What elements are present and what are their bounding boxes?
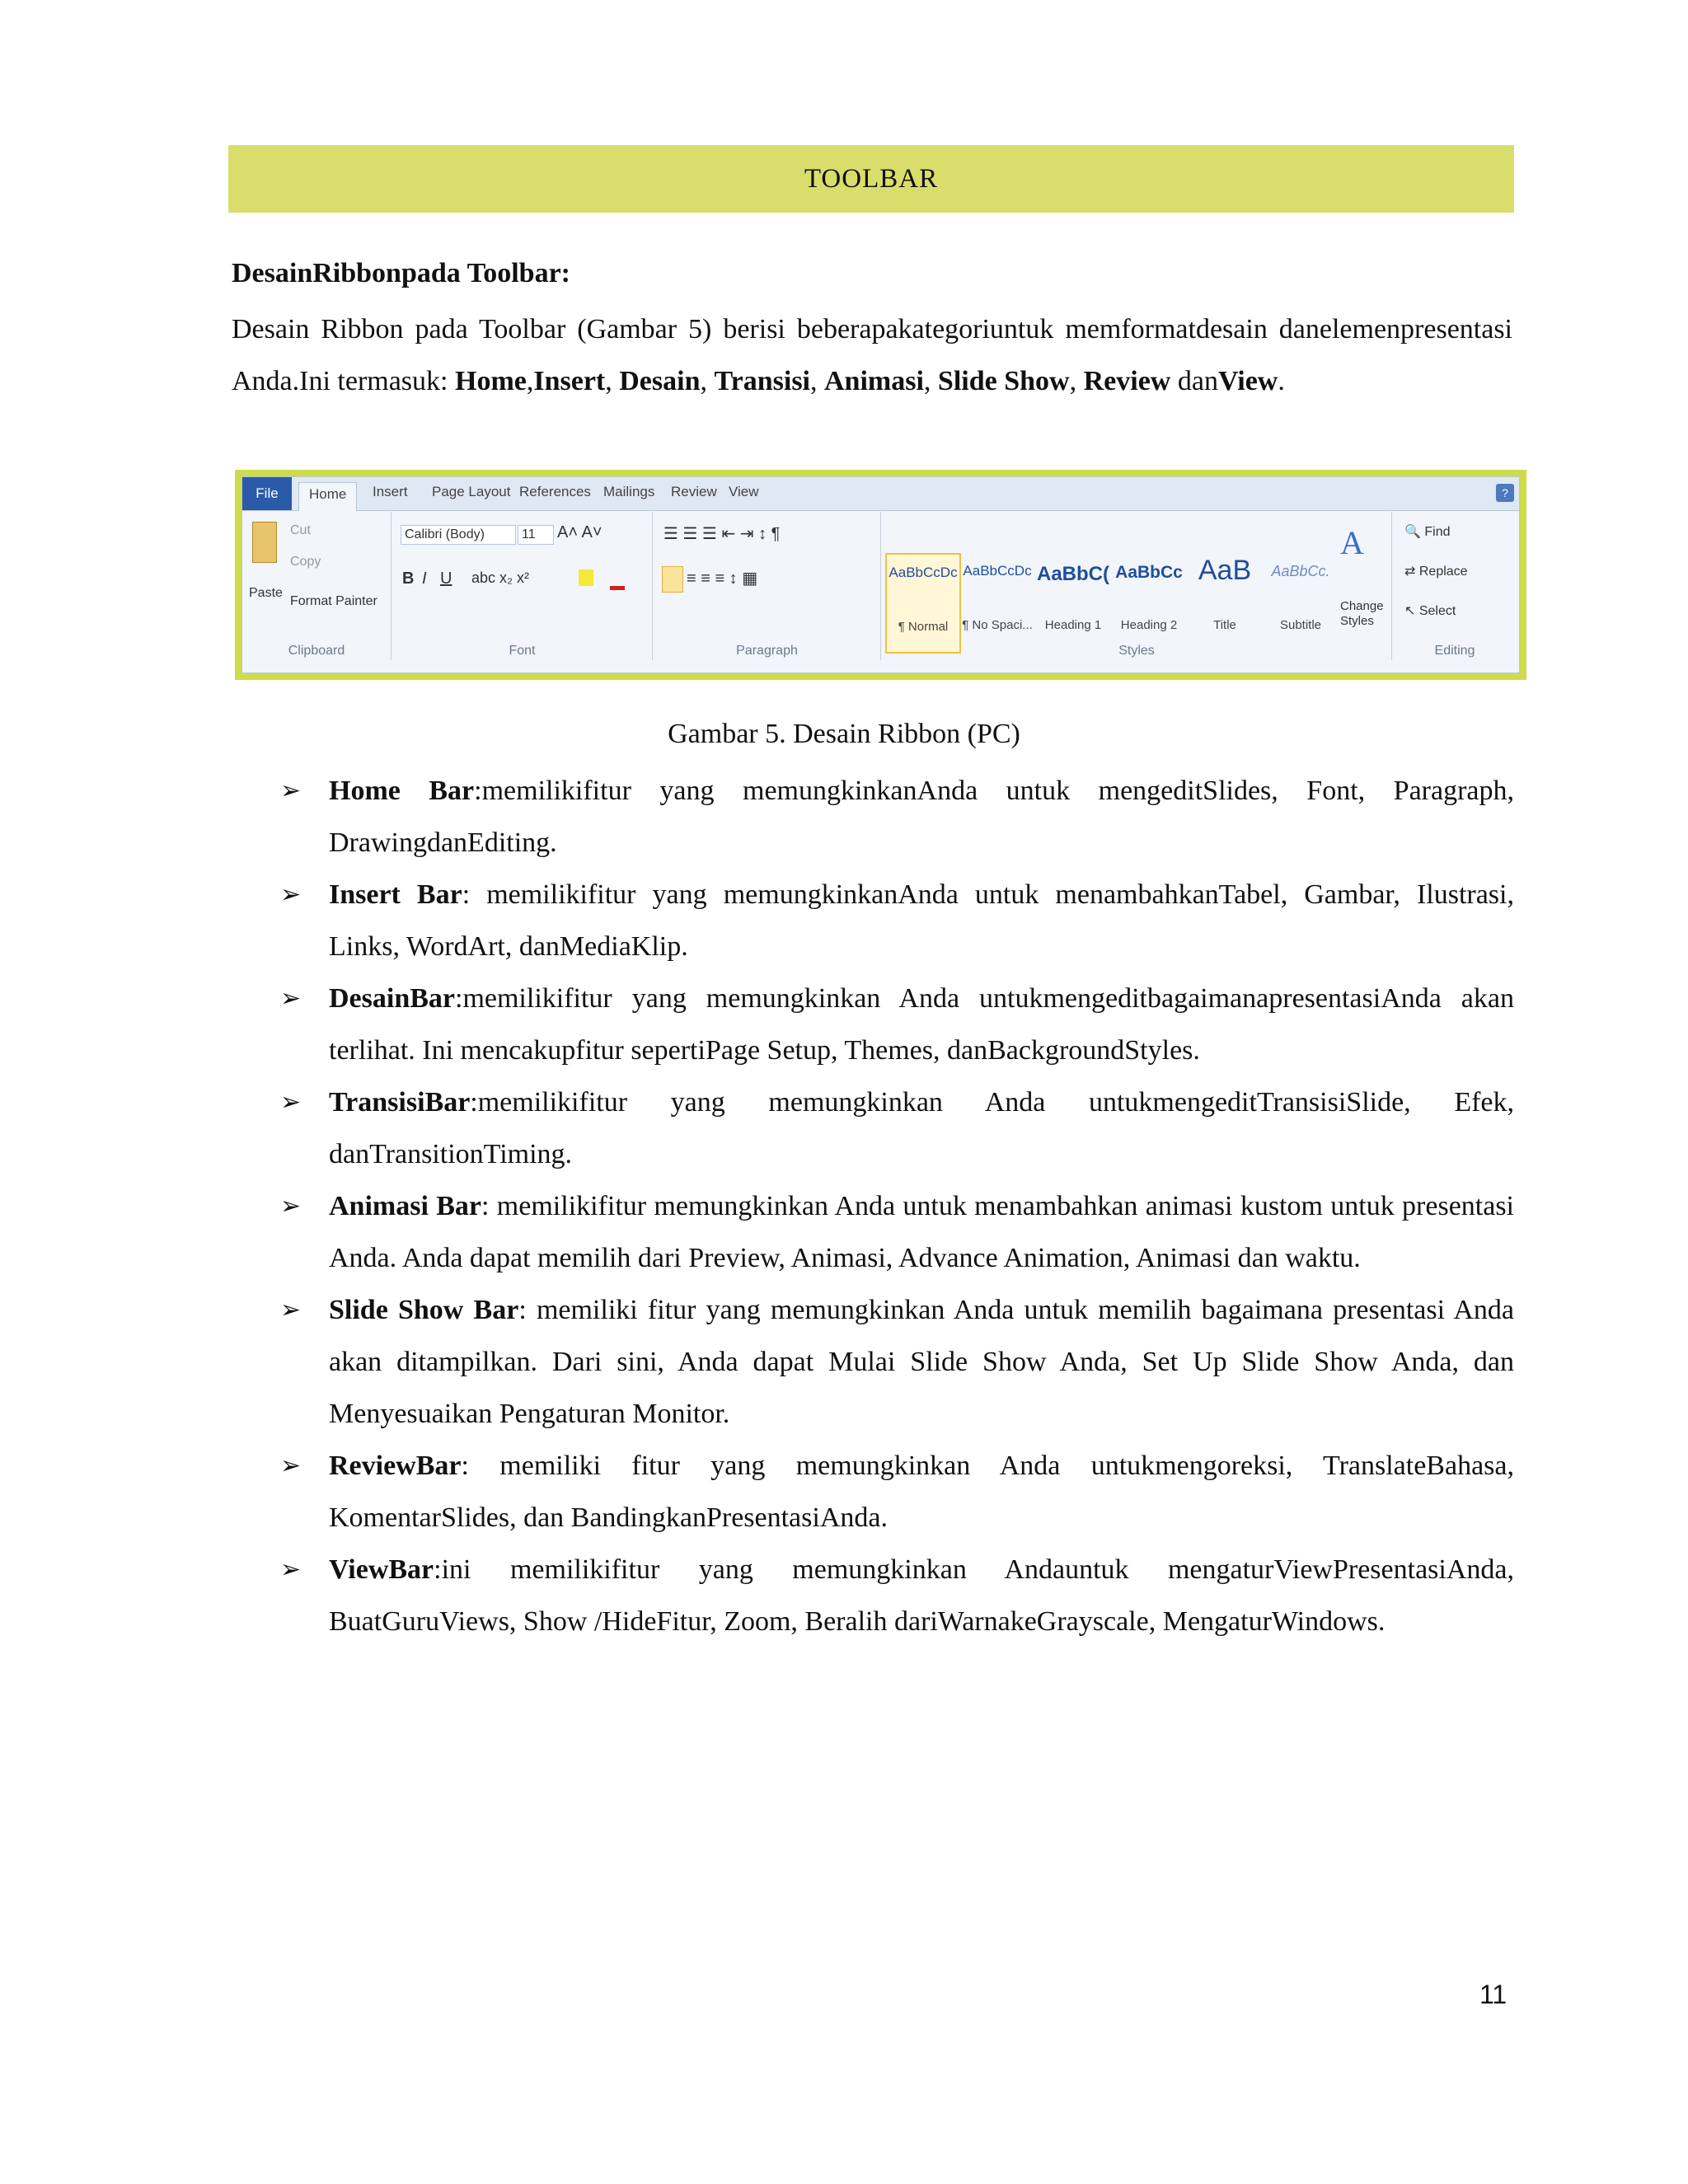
item-text: :memilikifitur yang memungkinkan Anda untukmengeditTransisiSlide, Efek, danTransitionTiming. xyxy=(329,1087,1514,1169)
find-button[interactable] xyxy=(1404,523,1451,540)
item-term: ViewBar xyxy=(329,1554,434,1585)
item-term: DesainBar xyxy=(329,983,455,1014)
item-text: :memilikifitur yang memungkinkan Anda untukmengeditbagaimanapresentasiAnda akan terlihat. Ini mencakupfitur sepertiPage Setup, Themes, danBackgroundStyles. xyxy=(329,983,1514,1066)
intro-transisi: Transisi xyxy=(714,366,810,396)
clipboard-group xyxy=(242,512,392,660)
ribbon-screenshot xyxy=(241,476,1520,673)
help-icon[interactable]: ? xyxy=(1496,484,1514,502)
replace-label: Replace xyxy=(1418,565,1468,579)
font-label: Font xyxy=(509,644,536,658)
font-size-select[interactable]: 11 xyxy=(518,525,554,545)
select-button[interactable] xyxy=(1404,602,1456,619)
select-icon: ↖ xyxy=(1404,604,1416,618)
tab-page-layout[interactable]: Page Layout xyxy=(432,484,511,499)
find-label: Find xyxy=(1424,525,1451,539)
arrow-bullet-icon: ➢ xyxy=(280,880,302,909)
item-text: : memilikifitur memungkinkan Anda untuk menambahkan animasi kustom untuk presentasi Anda. Anda dapat memilih dari Preview, Animasi, Advance Animation, Animasi dan waktu. xyxy=(329,1191,1514,1273)
style-name: ¶ Normal xyxy=(898,620,949,634)
style-no-spacing[interactable] xyxy=(961,553,1034,650)
find-icon: 🔍 xyxy=(1404,525,1421,539)
intro-slideshow: Slide Show xyxy=(937,366,1070,396)
format-painter-button[interactable]: Format Painter xyxy=(290,594,377,608)
styles-label: Styles xyxy=(1118,644,1155,658)
intro-sep: , xyxy=(923,366,938,396)
page-number: 11 xyxy=(1479,1980,1507,2009)
style-name: ¶ No Spaci... xyxy=(962,618,1033,632)
style-sample: AaB xyxy=(1198,555,1252,586)
arrow-bullet-icon: ➢ xyxy=(280,1088,302,1117)
intro-animasi: Animasi xyxy=(824,366,924,396)
ribbon-tab-bar xyxy=(242,477,1519,511)
select-label: Select xyxy=(1418,604,1456,618)
font-group xyxy=(392,512,653,660)
tab-review[interactable]: Review xyxy=(671,484,717,499)
intro-desain: Desain xyxy=(619,366,701,396)
intro-review: Review xyxy=(1083,366,1171,396)
clipboard-label: Clipboard xyxy=(288,644,345,658)
tab-view[interactable]: View xyxy=(729,484,759,499)
style-sample: AaBbCcDc xyxy=(963,563,1032,579)
intro-view: View xyxy=(1217,366,1278,396)
bullets-icon[interactable]: ☰ ☰ ☰ ⇤ ⇥ ↕ ¶ xyxy=(663,525,781,543)
replace-button[interactable] xyxy=(1404,563,1468,579)
arrow-bullet-icon: ➢ xyxy=(280,1555,302,1584)
item-text: : memiliki fitur yang memungkinkan Anda untuk memilih bagaimana presentasi Anda akan ditampilkan. Dari sini, Anda dapat Mulai Slide Show Anda, Set Up Slide Show Anda, dan Menyesuaikan Pengaturan Monitor. xyxy=(329,1295,1514,1429)
tab-insert[interactable]: Insert xyxy=(373,484,408,499)
style-title[interactable] xyxy=(1189,553,1261,650)
font-name-select[interactable]: Calibri (Body) xyxy=(401,525,516,545)
arrow-bullet-icon: ➢ xyxy=(280,1192,302,1221)
item-term: Home Bar xyxy=(329,776,475,806)
section-title-bar xyxy=(228,145,1514,213)
item-text: : memilikifitur yang memungkinkanAnda untuk menambahkanTabel, Gambar, Ilustrasi, Links, WordArt, danMediaKlip. xyxy=(329,879,1514,962)
list-item xyxy=(280,972,1514,1076)
list-item xyxy=(280,869,1514,972)
intro-sep: , xyxy=(1069,366,1084,396)
tab-mailings[interactable]: Mailings xyxy=(603,484,655,499)
style-sample: AaBbCc xyxy=(1115,563,1183,582)
intro-end: . xyxy=(1278,366,1285,396)
arrow-bullet-icon: ➢ xyxy=(280,776,302,805)
paste-icon[interactable] xyxy=(252,522,277,563)
style-heading-1[interactable] xyxy=(1037,553,1109,650)
style-name: Subtitle xyxy=(1279,618,1322,632)
feature-list xyxy=(280,765,1514,1647)
cut-button[interactable]: Cut xyxy=(290,523,311,537)
paragraph-group xyxy=(654,512,881,660)
font-color-icon[interactable] xyxy=(610,569,625,590)
item-term: TransisiBar xyxy=(329,1087,471,1118)
change-styles-button[interactable]: Change Styles xyxy=(1340,599,1384,628)
editing-group xyxy=(1393,512,1517,660)
styles-group xyxy=(882,512,1392,660)
list-item xyxy=(280,1180,1514,1284)
paragraph-label: Paragraph xyxy=(736,644,798,658)
intro-home: Home xyxy=(455,366,527,396)
section-title: TOOLBAR xyxy=(804,163,939,194)
intro-insert: Insert xyxy=(533,366,606,396)
intro-sep: , xyxy=(810,366,824,396)
arrow-bullet-icon: ➢ xyxy=(280,984,302,1013)
style-sample: AaBbC( xyxy=(1037,563,1109,585)
replace-icon: ⇄ xyxy=(1404,565,1416,579)
list-item xyxy=(280,1284,1514,1440)
style-normal[interactable] xyxy=(885,553,961,654)
align-icons[interactable]: ≡ ≡ ≡ ↕ ▦ xyxy=(687,569,758,588)
tab-references[interactable]: References xyxy=(519,484,591,499)
editing-label: Editing xyxy=(1434,644,1475,658)
item-term: Animasi Bar xyxy=(329,1191,482,1221)
arrow-bullet-icon: ➢ xyxy=(280,1451,302,1480)
style-sample: AaBbCcDc xyxy=(889,565,958,580)
tab-file[interactable]: File xyxy=(242,477,292,510)
intro-sep: , xyxy=(700,366,715,396)
bold-icon[interactable]: B xyxy=(402,569,415,588)
item-term: ReviewBar xyxy=(329,1451,462,1481)
copy-button[interactable]: Copy xyxy=(290,555,321,569)
italic-icon[interactable]: I xyxy=(422,569,427,588)
style-name: Heading 1 xyxy=(1044,618,1102,632)
grow-font-icon[interactable]: A˄ A˅ xyxy=(557,523,603,541)
tab-home[interactable]: Home xyxy=(298,482,357,511)
intro-paragraph xyxy=(232,303,1512,407)
figure-caption: Gambar 5. Desain Ribbon (PC) xyxy=(668,719,1020,749)
change-styles-icon[interactable]: A xyxy=(1340,524,1364,561)
underline-icon[interactable]: U xyxy=(440,569,452,588)
strikethrough-icon[interactable]: abc x₂ x² xyxy=(471,569,530,586)
intro-text: Desain Ribbon pada Toolbar (Gambar 5) berisi beberapakategoriuntuk memformatdesain danelemenpresentasi Anda.Ini termasuk: xyxy=(232,314,1512,396)
section-heading: DesainRibbonpada Toolbar: xyxy=(232,258,570,288)
list-item xyxy=(280,1440,1514,1544)
style-name: Heading 2 xyxy=(1120,618,1178,632)
intro-sep: , xyxy=(605,366,620,396)
intro-dan: dan xyxy=(1170,366,1218,396)
arrow-bullet-icon: ➢ xyxy=(280,1296,302,1324)
item-text: : memiliki fitur yang memungkinkan Anda untukmengoreksi, TranslateBahasa, KomentarSlides, dan BandingkanPresentasiAnda. xyxy=(329,1451,1514,1533)
list-item xyxy=(280,1544,1514,1647)
ribbon-figure xyxy=(235,470,1526,680)
style-sample: AaBbCc. xyxy=(1271,563,1330,579)
highlight-icon[interactable] xyxy=(579,569,593,586)
item-term: Slide Show Bar xyxy=(329,1295,519,1325)
item-term: Insert Bar xyxy=(329,879,462,910)
style-subtitle[interactable] xyxy=(1264,553,1337,650)
list-item xyxy=(280,1076,1514,1180)
intro-sep: , xyxy=(526,366,534,396)
item-text: :memilikifitur yang memungkinkanAnda untuk mengeditSlides, Font, Paragraph, DrawingdanEditing. xyxy=(329,776,1514,858)
style-heading-2[interactable] xyxy=(1113,553,1185,650)
align-left-icon[interactable] xyxy=(662,566,683,593)
paste-button[interactable]: Paste xyxy=(249,586,283,600)
list-item xyxy=(280,765,1514,869)
style-name: Title xyxy=(1213,618,1236,632)
item-text: :ini memilikifitur yang memungkinkan Andauntuk mengaturViewPresentasiAnda, BuatGuruViews, Show /HideFitur, Zoom, Beralih dariWarnakeGrayscale, MengaturWindows. xyxy=(329,1554,1514,1637)
